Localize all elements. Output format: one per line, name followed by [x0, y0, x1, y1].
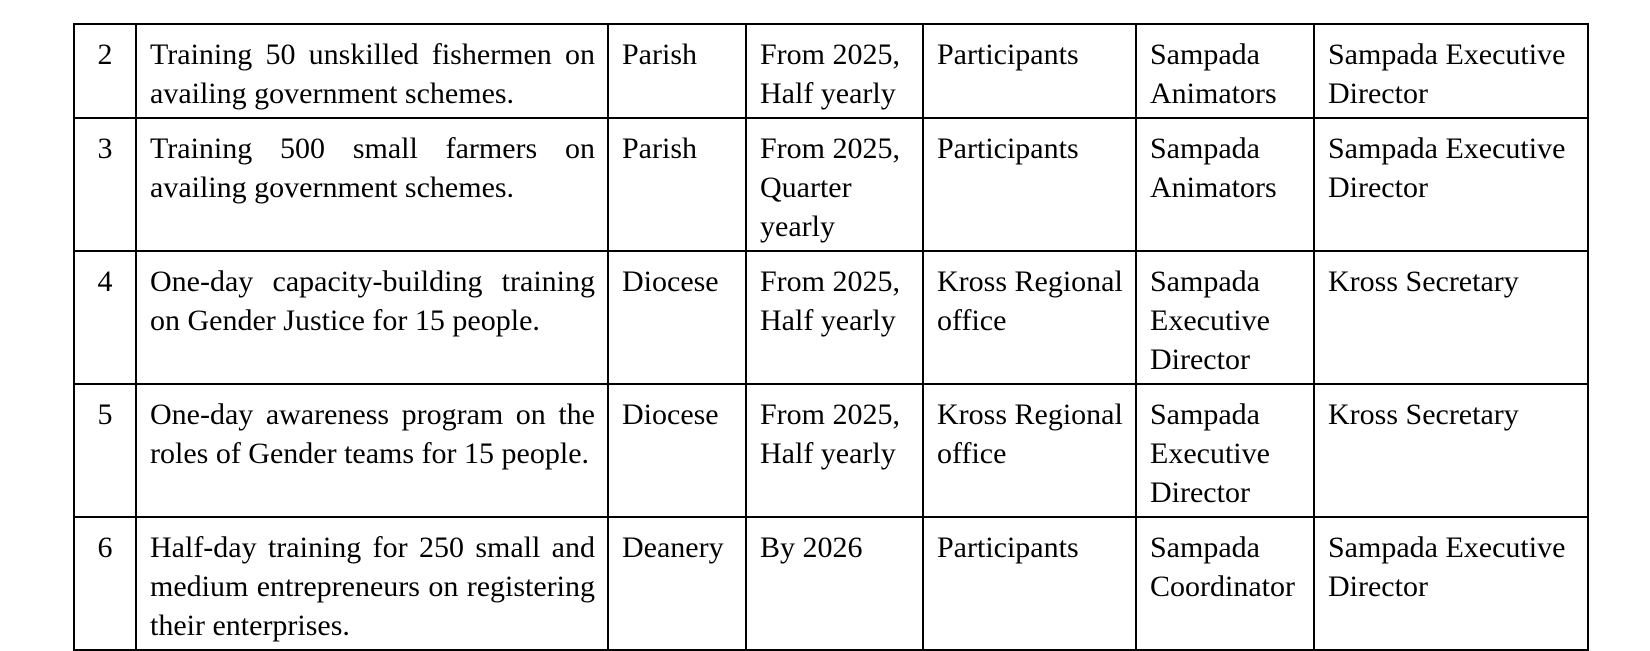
- activity-cell: One-day capacity-building training on Gender Justice for 15 people.: [136, 251, 608, 384]
- table-row: [74, 118, 1588, 251]
- activity-cell: One-day awareness program on the roles of Gender teams for 15 people.: [136, 384, 608, 517]
- activity-cell: Half-day training for 250 small and medium entrepreneurs on registering their enterprises.: [136, 517, 608, 650]
- row-number: 5: [74, 384, 136, 517]
- level-cell: Parish: [608, 24, 746, 118]
- level-cell: Diocese: [608, 251, 746, 384]
- activity-cell: Training 50 unskilled fishermen on availing government schemes.: [136, 24, 608, 118]
- level-cell: Parish: [608, 118, 746, 251]
- level-cell: Deanery: [608, 517, 746, 650]
- responsible-cell: Kross Secretary: [1314, 384, 1588, 517]
- responsible-cell: Kross Secretary: [1314, 251, 1588, 384]
- responsible-cell: Sampada Executive Director: [1314, 24, 1588, 118]
- timeline-cell: From 2025, Half yearly: [746, 251, 923, 384]
- level-cell: Diocese: [608, 384, 746, 517]
- row-number: 6: [74, 517, 136, 650]
- activity-plan-table: [73, 23, 1589, 651]
- responsible-cell: Sampada Executive Director: [1314, 517, 1588, 650]
- table-row: [74, 24, 1588, 118]
- table-row: [74, 384, 1588, 517]
- timeline-cell: From 2025, Quarter yearly: [746, 118, 923, 251]
- beneficiaries-cell: Participants: [923, 24, 1136, 118]
- implementer-cell: Sampada Animators: [1136, 24, 1314, 118]
- table-row: [74, 251, 1588, 384]
- implementer-cell: Sampada Coordinator: [1136, 517, 1314, 650]
- beneficiaries-cell: Kross Regional office: [923, 251, 1136, 384]
- beneficiaries-cell: Participants: [923, 118, 1136, 251]
- activity-cell: Training 500 small farmers on availing government schemes.: [136, 118, 608, 251]
- row-number: 3: [74, 118, 136, 251]
- table-row: [74, 517, 1588, 650]
- row-number: 4: [74, 251, 136, 384]
- implementer-cell: Sampada Animators: [1136, 118, 1314, 251]
- timeline-cell: By 2026: [746, 517, 923, 650]
- timeline-cell: From 2025, Half yearly: [746, 24, 923, 118]
- beneficiaries-cell: Participants: [923, 517, 1136, 650]
- responsible-cell: Sampada Executive Director: [1314, 118, 1588, 251]
- beneficiaries-cell: Kross Regional office: [923, 384, 1136, 517]
- implementer-cell: Sampada Executive Director: [1136, 251, 1314, 384]
- row-number: 2: [74, 24, 136, 118]
- implementer-cell: Sampada Executive Director: [1136, 384, 1314, 517]
- timeline-cell: From 2025, Half yearly: [746, 384, 923, 517]
